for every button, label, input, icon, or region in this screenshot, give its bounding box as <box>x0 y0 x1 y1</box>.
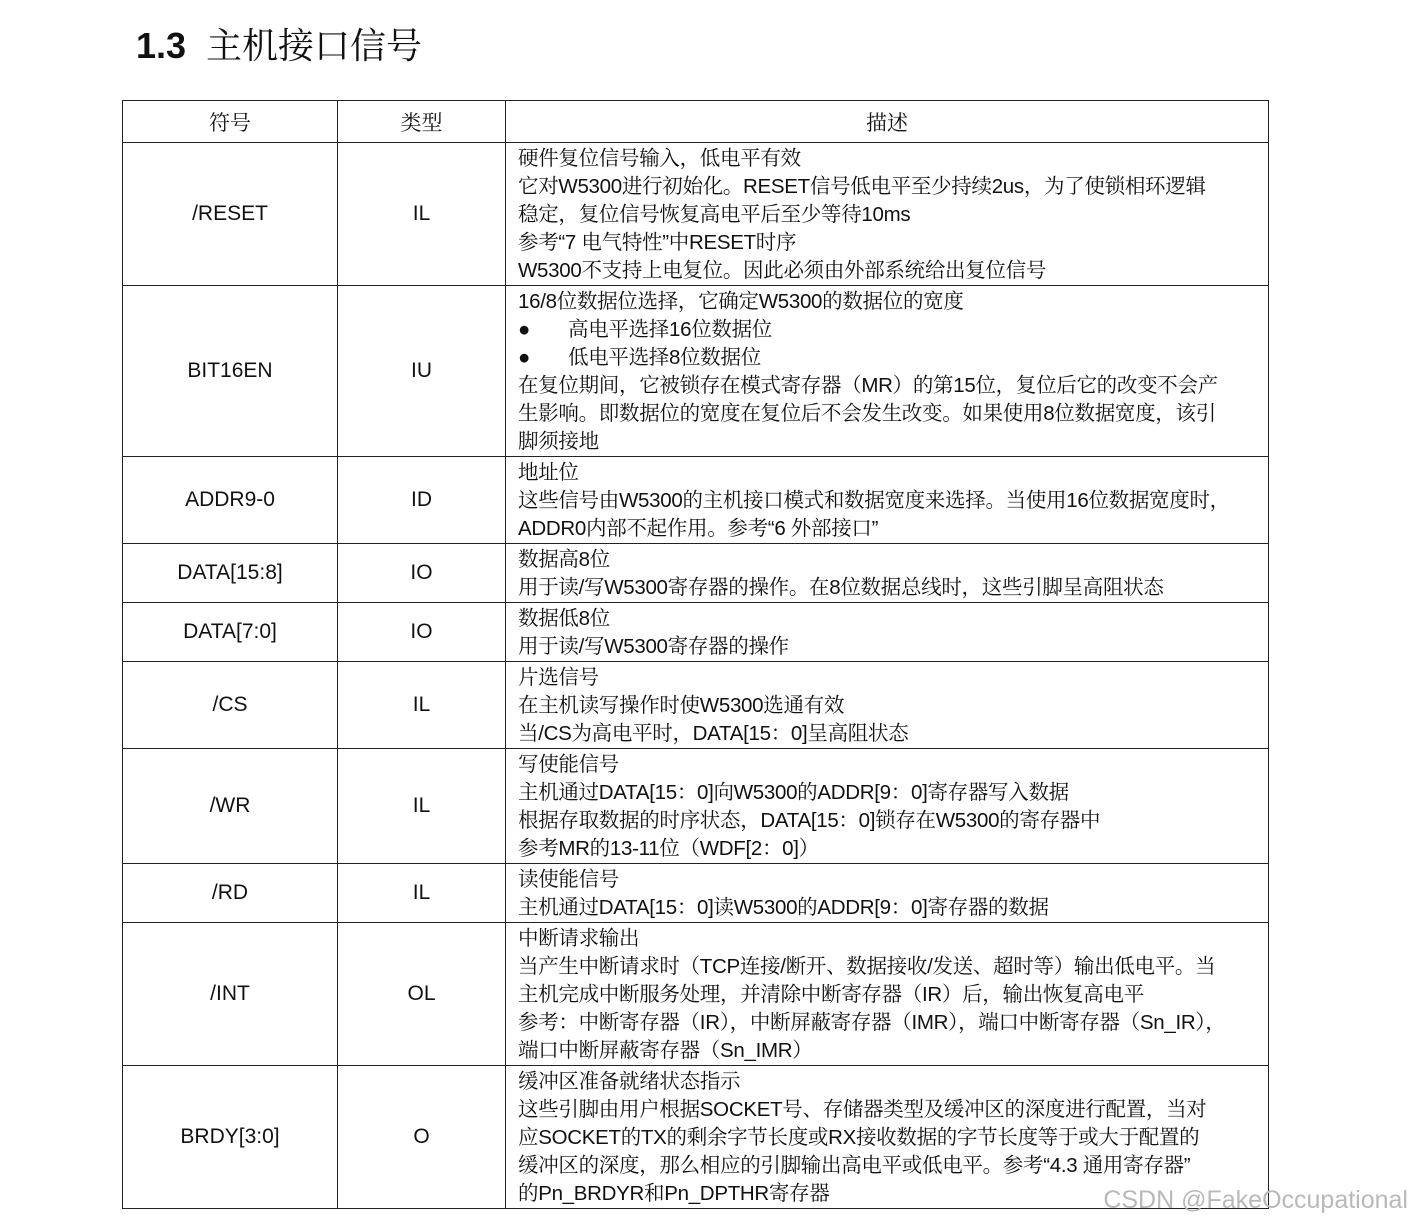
description-line <box>518 953 1268 981</box>
description-line <box>518 633 1268 661</box>
bullet-icon: ● <box>518 318 531 341</box>
description-line <box>518 515 1268 543</box>
description-line <box>518 866 1268 894</box>
description-line <box>518 487 1268 515</box>
section-number: 1.3 <box>136 25 187 66</box>
line-text: 这些信号由W5300的主机接口模式和数据宽度来选择。当使用16位数据宽度时， <box>518 489 1230 512</box>
line-text: 生影响。即数据位的宽度在复位后不会发生改变。如果使用8位数据宽度，该引 <box>518 402 1216 425</box>
description-line <box>518 751 1268 779</box>
table-row <box>123 662 1269 749</box>
line-text: 根据存取数据的时序状态，DATA[15：0]锁存在W5300的寄存器中 <box>518 809 1101 832</box>
table-header-row <box>123 101 1269 143</box>
line-text: 用于读/写W5300寄存器的操作。在8位数据总线时，这些引脚呈高阻状态 <box>518 576 1164 599</box>
table-row <box>123 864 1269 923</box>
signal-description <box>506 603 1269 662</box>
signal-type: IL <box>338 749 506 864</box>
table-row <box>123 544 1269 603</box>
description-line <box>518 459 1268 487</box>
signal-symbol: /RESET <box>123 143 338 286</box>
description-line <box>518 664 1268 692</box>
table-row <box>123 749 1269 864</box>
description-line <box>518 1096 1268 1124</box>
line-text: 在复位期间，它被锁存在模式寄存器（MR）的第15位，复位后它的改变不会产 <box>518 374 1218 397</box>
line-text: 的Pn_BRDYR和Pn_DPTHR寄存器 <box>518 1182 830 1205</box>
signal-symbol: /RD <box>123 864 338 923</box>
line-text: 用于读/写W5300寄存器的操作 <box>518 635 789 658</box>
description-line <box>518 229 1268 257</box>
description-line <box>518 779 1268 807</box>
signal-description <box>506 864 1269 923</box>
table-row <box>123 603 1269 662</box>
line-text: 主机通过DATA[15：0]向W5300的ADDR[9：0]寄存器写入数据 <box>518 781 1069 804</box>
line-text: 缓冲区准备就绪状态指示 <box>518 1070 741 1093</box>
watermark: CSDN @FakeOccupational <box>1103 1186 1408 1214</box>
line-text: 缓冲区的深度，那么相应的引脚输出高电平或低电平。参考“4.3 通用寄存器” <box>518 1154 1191 1177</box>
description-line <box>518 1009 1268 1037</box>
bullet-item <box>518 344 1268 372</box>
signal-type: IO <box>338 603 506 662</box>
line-text: 数据高8位 <box>518 548 610 571</box>
line-text: 16/8位数据位选择，它确定W5300的数据位的宽度 <box>518 290 964 313</box>
signal-description <box>506 143 1269 286</box>
signal-description <box>506 749 1269 864</box>
signal-symbol: /CS <box>123 662 338 749</box>
signal-description <box>506 662 1269 749</box>
line-text: 这些引脚由用户根据SOCKET号、存储器类型及缓冲区的深度进行配置，当对 <box>518 1098 1207 1121</box>
description-line <box>518 201 1268 229</box>
signal-type: IO <box>338 544 506 603</box>
description-line <box>518 428 1268 456</box>
description-line <box>518 835 1268 863</box>
signal-description <box>506 544 1269 603</box>
description-line <box>518 692 1268 720</box>
signal-type: ID <box>338 457 506 544</box>
description-line <box>518 981 1268 1009</box>
bullet-icon: ● <box>518 346 531 369</box>
line-text: 中断请求输出 <box>518 927 640 950</box>
line-text: 参考“7 电气特性”中RESET时序 <box>518 231 797 254</box>
line-text: 主机通过DATA[15：0]读W5300的ADDR[9：0]寄存器的数据 <box>518 896 1049 919</box>
line-text: 端口中断屏蔽寄存器（Sn_IMR） <box>518 1039 813 1062</box>
header-description: 描述 <box>506 101 1269 143</box>
host-interface-signal-table <box>122 100 1269 1209</box>
description-line <box>518 288 1268 316</box>
line-text: 读使能信号 <box>518 868 619 891</box>
description-line <box>518 173 1268 201</box>
description-line <box>518 720 1268 748</box>
signal-description <box>506 457 1269 544</box>
line-text: 在主机读写操作时使W5300选通有效 <box>518 694 845 717</box>
table-row <box>123 457 1269 544</box>
line-text: 稳定，复位信号恢复高电平后至少等待10ms <box>518 203 911 226</box>
signal-type: IL <box>338 864 506 923</box>
signal-symbol: DATA[15:8] <box>123 544 338 603</box>
line-text: ADDR0内部不起作用。参考“6 外部接口” <box>518 517 879 540</box>
signal-symbol: BIT16EN <box>123 286 338 457</box>
line-text: W5300不支持上电复位。因此必须由外部系统给出复位信号 <box>518 259 1047 282</box>
description-line <box>518 546 1268 574</box>
signal-symbol: ADDR9-0 <box>123 457 338 544</box>
line-text: 地址位 <box>518 461 579 484</box>
line-text: 高电平选择16位数据位 <box>568 318 773 341</box>
line-text: 当产生中断请求时（TCP连接/断开、数据接收/发送、超时等）输出低电平。当 <box>518 955 1216 978</box>
table-row <box>123 923 1269 1066</box>
description-line <box>518 807 1268 835</box>
table-row <box>123 286 1269 457</box>
description-line <box>518 574 1268 602</box>
description-line <box>518 1068 1268 1096</box>
description-line <box>518 145 1268 173</box>
line-text: 数据低8位 <box>518 607 610 630</box>
line-text: 片选信号 <box>518 666 599 689</box>
signal-description <box>506 923 1269 1066</box>
line-text: 低电平选择8位数据位 <box>568 346 761 369</box>
description-line <box>518 1124 1268 1152</box>
signal-type: OL <box>338 923 506 1066</box>
signal-type: IU <box>338 286 506 457</box>
description-line <box>518 1152 1268 1180</box>
line-text: 它对W5300进行初始化。RESET信号低电平至少持续2us，为了使锁相环逻辑 <box>518 175 1206 198</box>
line-text: 脚须接地 <box>518 430 599 453</box>
signal-symbol: /INT <box>123 923 338 1066</box>
line-text: 硬件复位信号输入，低电平有效 <box>518 147 801 170</box>
description-line <box>518 400 1268 428</box>
signal-symbol: DATA[7:0] <box>123 603 338 662</box>
description-line <box>518 1037 1268 1065</box>
line-text: 参考MR的13-11位（WDF[2：0]） <box>518 837 819 860</box>
header-type: 类型 <box>338 101 506 143</box>
signal-symbol: /WR <box>123 749 338 864</box>
section-heading <box>136 18 422 69</box>
bullet-item <box>518 316 1268 344</box>
signal-type: IL <box>338 143 506 286</box>
table-row <box>123 143 1269 286</box>
line-text: 写使能信号 <box>518 753 619 776</box>
line-text: 主机完成中断服务处理，并清除中断寄存器（IR）后，输出恢复高电平 <box>518 983 1144 1006</box>
line-text: 当/CS为高电平时，DATA[15：0]呈高阻状态 <box>518 722 909 745</box>
description-line <box>518 372 1268 400</box>
signal-symbol: BRDY[3:0] <box>123 1066 338 1209</box>
signal-description <box>506 286 1269 457</box>
description-line <box>518 894 1268 922</box>
description-line <box>518 605 1268 633</box>
line-text: 参考：中断寄存器（IR），中断屏蔽寄存器（IMR），端口中断寄存器（Sn_IR）， <box>518 1011 1226 1034</box>
line-text: 应SOCKET的TX的剩余字节长度或RX接收数据的字节长度等于或大于配置的 <box>518 1126 1200 1149</box>
header-symbol: 符号 <box>123 101 338 143</box>
description-line <box>518 257 1268 285</box>
signal-type: IL <box>338 662 506 749</box>
section-title: 主机接口信号 <box>206 25 423 66</box>
description-line <box>518 925 1268 953</box>
table-row <box>123 1066 1269 1209</box>
signal-type: O <box>338 1066 506 1209</box>
